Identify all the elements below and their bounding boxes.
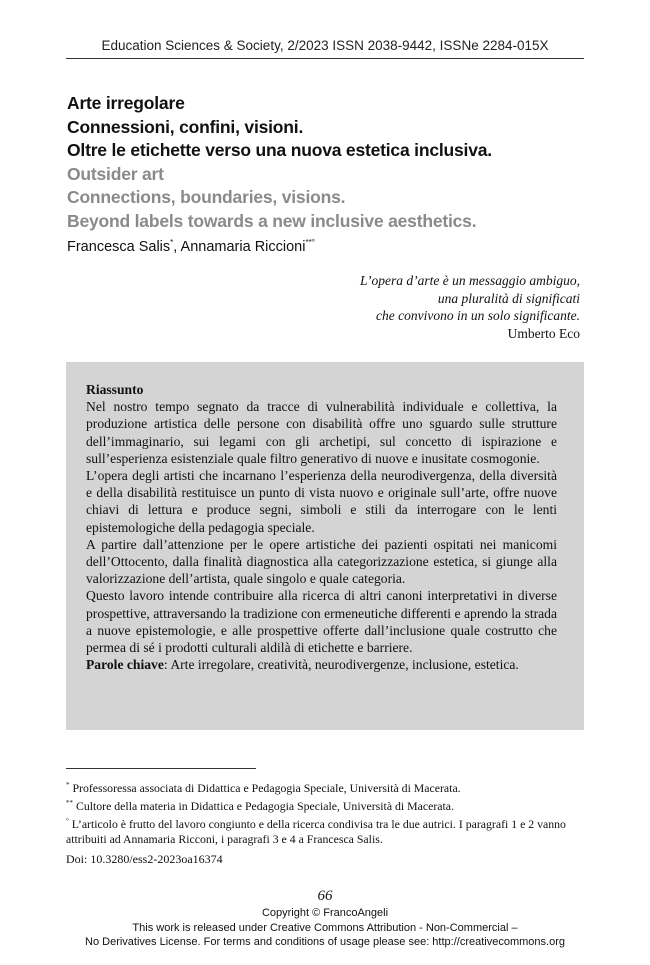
license-line: This work is released under Creative Commons Attribution - Non-Commercial – — [132, 921, 518, 934]
title-it-line-3: Oltre le etichette verso una nuova estetica inclusiva. — [67, 140, 492, 160]
footnote-text: L’articolo è frutto del lavoro congiunto e della ricerca condivisa tra le due autrici. I paragrafi 1 e 2 vanno attribuiti ad Annamaria Ricconi, i paragrafi 3 e 4 a Francesca Salis. — [66, 817, 566, 846]
abstract-box — [66, 362, 584, 730]
author-2: Annamaria Riccioni — [180, 239, 306, 255]
abstract-paragraph: L’opera degli artisti che incarnano l’esperienza della neurodivergenza, della diversità e della disabilità restituisce un punto di vista nuovo e originale sull’arte, offre nuove chiavi di lettura e produce segni, simboli e stili da interrogare con le lenti epistemologiche della pedagogia speciale. — [86, 468, 557, 535]
epigraph-attribution: Umberto Eco — [507, 325, 580, 341]
footnotes — [66, 778, 586, 847]
author-separator: , — [173, 239, 181, 255]
keywords — [86, 656, 557, 673]
license-footer — [0, 906, 650, 950]
author-line — [67, 233, 587, 257]
epigraph-line: che convivono in un solo significante. — [376, 308, 580, 323]
abstract-heading: Riassunto — [86, 382, 144, 397]
author-1: Francesca Salis — [67, 239, 171, 255]
author-2-mark: **° — [305, 238, 315, 247]
author-1-mark: * — [170, 238, 174, 247]
title-en-line-3: Beyond labels towards a new inclusive aesthetics. — [67, 210, 477, 231]
header-rule — [66, 58, 584, 59]
title-block — [67, 92, 587, 257]
footnote — [66, 796, 586, 814]
epigraph-line: una pluralità di significati — [437, 290, 580, 306]
title-en-line-2: Connections, boundaries, visions. — [67, 187, 346, 207]
page-number: 66 — [317, 888, 333, 904]
license-line: No Derivatives License. For terms and conditions of usage please see: http://creativecommons.org — [85, 936, 565, 948]
footnote-mark: ° — [66, 817, 69, 825]
footnote-mark: ** — [66, 799, 73, 807]
doi: Doi: 10.3280/ess2-2023oa16374 — [66, 852, 223, 866]
footnote-text: Cultore della materia in Didattica e Pedagogia Speciale, Università di Macerata. — [73, 799, 454, 813]
footnote-mark: * — [66, 781, 70, 789]
journal-header: Education Sciences & Society, 2/2023 ISSN 2038-9442, ISSNe 2284-015X — [101, 38, 549, 53]
abstract-paragraph: Nel nostro tempo segnato da tracce di vulnerabilità individuale e collettiva, la produzione artistica delle persone con disabilità offre uno sguardo sulle strutture dell’immaginario, sui legami con gli archetipi, sul concetto di ispirazione e sull’esperienza esistenziale quale filtro generativo di nuove e inusitate cosmogonie. — [86, 399, 557, 466]
copyright-line: Copyright © FrancoAngeli — [261, 907, 389, 919]
abstract-paragraph: Questo lavoro intende contribuire alla ricerca di altri canoni interpretativi in diverse prospettive, attraversando la tradizione con ermeneutiche differenti e aprendo la strada a nuove epistemologie, e alle prospettive offerte dall’inclusione quale costrutto che permea di sé i prodotti culturali aldilà di etichette e barriere. — [86, 588, 557, 656]
footnote — [66, 778, 586, 796]
epigraph — [220, 272, 580, 342]
footnote — [66, 814, 586, 847]
title-it-line-2: Connessioni, confini, visioni. — [67, 116, 304, 137]
keywords-label: Parole chiave — [86, 657, 164, 673]
footnote-rule — [66, 768, 256, 769]
abstract-content — [86, 381, 557, 673]
title-en-line-1: Outsider art — [67, 163, 164, 184]
footnote-text: Professoressa associata di Didattica e Pedagogia Speciale, Università di Macerata. — [69, 781, 461, 795]
title-it-line-1: Arte irregolare — [67, 93, 185, 113]
abstract-paragraph: A partire dall’attenzione per le opere artistiche dei pazienti ospitati nei manicomi dell’Ottocento, dalla finalità diagnostica alla categorizzazione estetica, si giunge alla valorizzazione dell’artista, quale singolo e quale categoria. — [86, 536, 557, 587]
epigraph-line: L’opera d’arte è un messaggio ambiguo, — [360, 273, 580, 288]
keywords-list: : Arte irregolare, creatività, neurodivergenze, inclusione, estetica. — [163, 657, 519, 673]
